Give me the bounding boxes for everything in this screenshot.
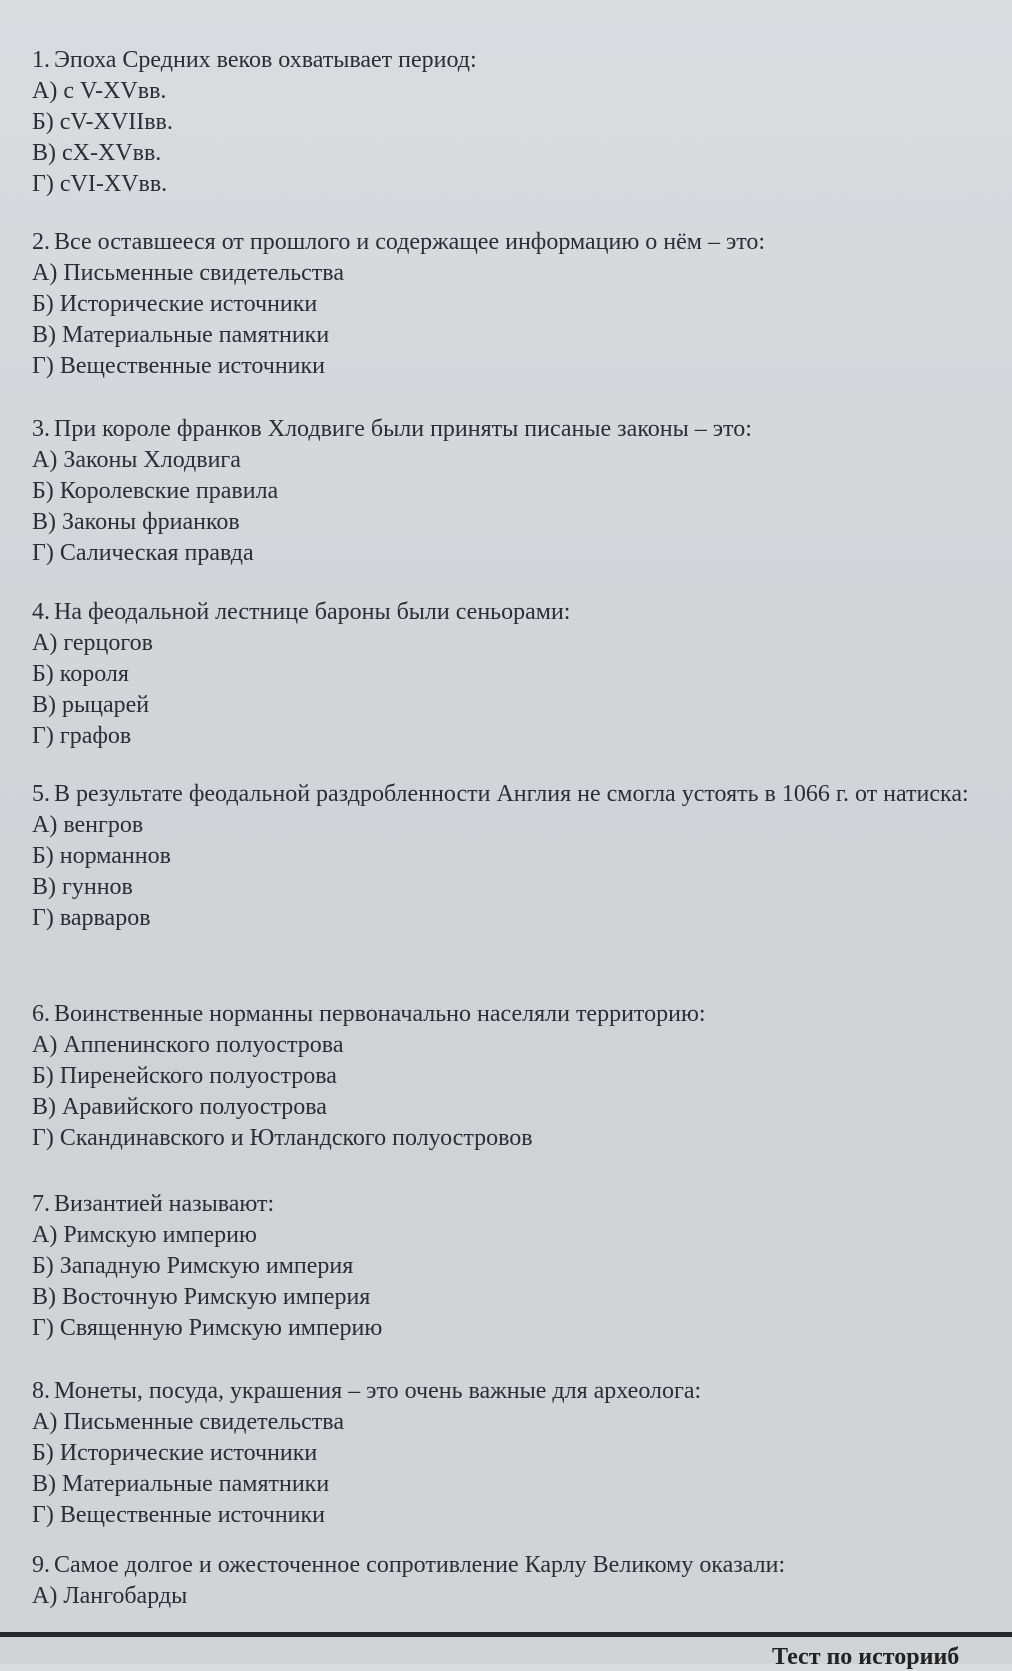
question-text: Византией называют:: [54, 1191, 275, 1217]
answer-option: Г) Вещественные источники: [32, 353, 326, 379]
answer-option: В) Материальные памятники: [32, 322, 330, 348]
answer-option: Б) Исторические источники: [32, 291, 318, 317]
question-6-title: [32, 998, 1002, 1030]
question-text: Монеты, посуда, украшения – это очень важные для археолога:: [54, 1378, 702, 1404]
answer-option: Б) норманнов: [32, 843, 171, 869]
question-7: [32, 1188, 1002, 1344]
answer-option: Б) Западную Римскую империя: [32, 1253, 354, 1279]
answer-option: В) Восточную Римскую империя: [32, 1284, 371, 1310]
question-text: Самое долгое и ожесточенное сопротивление Карлу Великому оказали:: [54, 1552, 786, 1578]
question-number: 7.: [32, 1191, 50, 1217]
answer-option: Б) Исторические источники: [32, 1440, 318, 1466]
answer-option: А) с V-XVвв.: [32, 78, 167, 104]
answer-option: А) герцогов: [32, 630, 153, 656]
question-7-title: [32, 1188, 1002, 1220]
question-text: Воинственные норманны первоначально населяли территорию:: [54, 1001, 706, 1027]
question-number: 6.: [32, 1001, 50, 1027]
question-8-title: [32, 1375, 1002, 1407]
question-1: [32, 44, 1002, 200]
answer-option: Г) Священную Римскую империю: [32, 1315, 383, 1341]
question-number: 1.: [32, 47, 50, 73]
answer-option: В) рыцарей: [32, 692, 150, 718]
question-4: [32, 596, 1002, 752]
question-number: 8.: [32, 1378, 50, 1404]
question-2: [32, 226, 1002, 382]
answer-option: Г) Салическая правда: [32, 540, 254, 566]
footer-divider: [0, 1632, 1012, 1637]
answer-option: Б) Пиренейского полуострова: [32, 1063, 337, 1089]
question-4-title: [32, 596, 1002, 628]
answer-option: А) Лангобарды: [32, 1583, 188, 1609]
answer-option: А) Римскую империю: [32, 1222, 257, 1248]
answer-option: Б) короля: [32, 661, 129, 687]
question-3-title: [32, 413, 1002, 445]
question-text: Эпоха Средних веков охватывает период:: [54, 47, 477, 73]
question-3: [32, 413, 1002, 569]
question-5-title: [32, 778, 1002, 810]
question-text: В результате феодальной раздробленности Англия не смогла устоять в 1066 г. от натиска:: [54, 781, 969, 807]
answer-option: А) венгров: [32, 812, 144, 838]
question-text: На феодальной лестнице бароны были сеньорами:: [54, 599, 571, 625]
question-6: [32, 998, 1002, 1154]
question-2-title: [32, 226, 1002, 258]
answer-option: А) Законы Хлодвига: [32, 447, 241, 473]
answer-option: А) Письменные свидетельства: [32, 260, 344, 286]
answer-option: Г) варваров: [32, 905, 151, 931]
answer-option: В) cX-XVвв.: [32, 140, 162, 166]
question-9-title: [32, 1549, 1002, 1581]
answer-option: Г) cVI-XVвв.: [32, 171, 168, 197]
answer-option: А) Письменные свидетельства: [32, 1409, 344, 1435]
answer-option: А) Аппенинского полуострова: [32, 1032, 344, 1058]
answer-option: В) Законы фрианков: [32, 509, 240, 535]
answer-option: Б) cV-XVIIвв.: [32, 109, 173, 135]
answer-option: В) гуннов: [32, 874, 133, 900]
answer-option: В) Аравийского полуострова: [32, 1094, 327, 1120]
answer-option: Г) Вещественные источники: [32, 1502, 326, 1528]
question-5: [32, 778, 1002, 934]
footer-title: Тест по историиб: [772, 1644, 960, 1670]
answer-option: Б) Королевские правила: [32, 478, 279, 504]
question-text: Все оставшееся от прошлого и содержащее информацию о нём – это:: [54, 229, 766, 255]
question-number: 4.: [32, 599, 50, 625]
question-number: 9.: [32, 1552, 50, 1578]
question-number: 2.: [32, 229, 50, 255]
question-number: 5.: [32, 781, 50, 807]
answer-option: Г) графов: [32, 723, 132, 749]
answer-option: Г) Скандинавского и Ютландского полуостровов: [32, 1125, 533, 1151]
question-text: При короле франков Хлодвиге были приняты писаные законы – это:: [54, 416, 752, 442]
answer-option: В) Материальные памятники: [32, 1471, 330, 1497]
question-number: 3.: [32, 416, 50, 442]
question-9: [32, 1549, 1002, 1612]
question-1-title: [32, 44, 1002, 76]
question-8: [32, 1375, 1002, 1531]
